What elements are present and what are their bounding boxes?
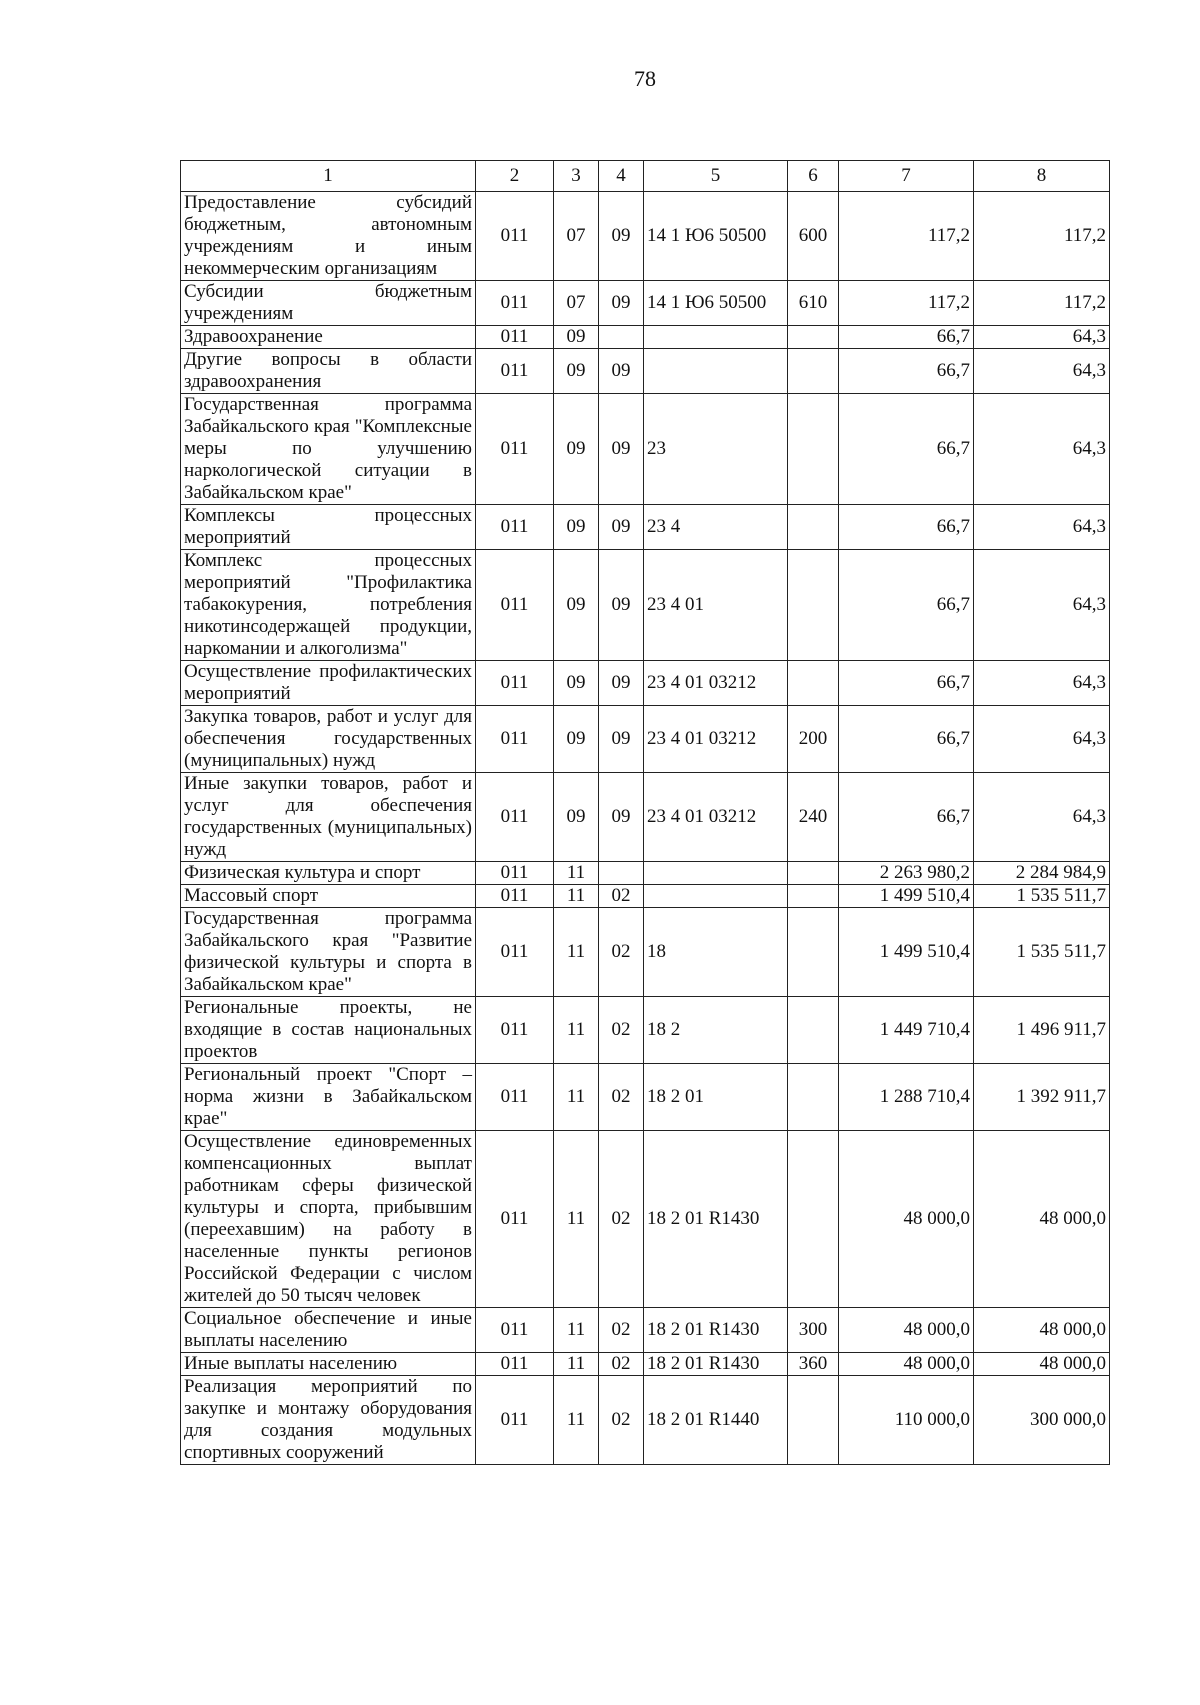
amount-col8-cell: 48 000,0 [974, 1353, 1110, 1376]
target-article-cell: 18 2 [644, 997, 788, 1064]
column-header: 3 [554, 161, 599, 192]
section-code-cell: 11 [554, 1064, 599, 1131]
ministry-code-cell: 011 [476, 550, 554, 661]
target-article-cell: 18 [644, 908, 788, 997]
section-code-cell: 11 [554, 1353, 599, 1376]
amount-col8-cell: 117,2 [974, 281, 1110, 326]
section-code-cell: 09 [554, 394, 599, 505]
subsection-code-cell [599, 862, 644, 885]
subsection-code-cell: 09 [599, 349, 644, 394]
section-code-cell: 11 [554, 1376, 599, 1465]
column-header: 5 [644, 161, 788, 192]
column-header: 7 [839, 161, 974, 192]
subsection-code-cell: 02 [599, 1308, 644, 1353]
target-article-cell [644, 326, 788, 349]
target-article-cell: 18 2 01 R1430 [644, 1131, 788, 1308]
ministry-code-cell: 011 [476, 908, 554, 997]
section-code-cell: 09 [554, 505, 599, 550]
ministry-code-cell: 011 [476, 349, 554, 394]
expense-type-cell [788, 505, 839, 550]
ministry-code-cell: 011 [476, 661, 554, 706]
amount-col7-cell: 66,7 [839, 505, 974, 550]
expense-type-cell [788, 862, 839, 885]
row-name-cell: Осуществление единовременных компенсационных выплат работникам сферы физической культуры и спорта, прибывшим (переехавшим) на работу в населенные пункты регионов Российской Федерации с числом жителей до 50 тысяч человек [181, 1131, 476, 1308]
table-body [181, 192, 1110, 1465]
row-name-cell: Предоставление субсидий бюджетным, автономным учреждениям и иным некоммерческим организациям [181, 192, 476, 281]
section-code-cell: 11 [554, 908, 599, 997]
subsection-code-cell: 09 [599, 661, 644, 706]
target-article-cell [644, 885, 788, 908]
table-row [181, 885, 1110, 908]
amount-col7-cell: 117,2 [839, 281, 974, 326]
section-code-cell: 11 [554, 862, 599, 885]
target-article-cell: 18 2 01 R1440 [644, 1376, 788, 1465]
row-name-cell: Региональный проект "Спорт – норма жизни в Забайкальском крае" [181, 1064, 476, 1131]
expense-type-cell: 610 [788, 281, 839, 326]
expense-type-cell [788, 997, 839, 1064]
amount-col8-cell: 1 392 911,7 [974, 1064, 1110, 1131]
subsection-code-cell: 09 [599, 505, 644, 550]
expense-type-cell [788, 394, 839, 505]
subsection-code-cell: 09 [599, 550, 644, 661]
ministry-code-cell: 011 [476, 394, 554, 505]
amount-col8-cell: 1 535 511,7 [974, 908, 1110, 997]
row-name-cell: Другие вопросы в области здравоохранения [181, 349, 476, 394]
target-article-cell: 14 1 Ю6 50500 [644, 281, 788, 326]
ministry-code-cell: 011 [476, 1131, 554, 1308]
expense-type-cell [788, 1064, 839, 1131]
table-row [181, 1376, 1110, 1465]
table-row [181, 908, 1110, 997]
row-name-cell: Реализация мероприятий по закупке и монтажу оборудования для создания модульных спортивных сооружений [181, 1376, 476, 1465]
expense-type-cell: 240 [788, 773, 839, 862]
amount-col7-cell: 117,2 [839, 192, 974, 281]
table-row [181, 862, 1110, 885]
table-row [181, 1353, 1110, 1376]
table-row [181, 997, 1110, 1064]
table-row [181, 550, 1110, 661]
amount-col7-cell: 1 288 710,4 [839, 1064, 974, 1131]
amount-col8-cell: 1 496 911,7 [974, 997, 1110, 1064]
subsection-code-cell: 02 [599, 1131, 644, 1308]
section-code-cell: 11 [554, 885, 599, 908]
amount-col8-cell: 64,3 [974, 773, 1110, 862]
table-row [181, 1131, 1110, 1308]
target-article-cell: 23 4 [644, 505, 788, 550]
amount-col8-cell: 64,3 [974, 349, 1110, 394]
target-article-cell: 23 4 01 03212 [644, 661, 788, 706]
column-header: 4 [599, 161, 644, 192]
column-header: 8 [974, 161, 1110, 192]
row-name-cell: Закупка товаров, работ и услуг для обеспечения государственных (муниципальных) нужд [181, 706, 476, 773]
target-article-cell: 18 2 01 R1430 [644, 1308, 788, 1353]
row-name-cell: Субсидии бюджетным учреждениям [181, 281, 476, 326]
row-name-cell: Иные выплаты населению [181, 1353, 476, 1376]
target-article-cell: 23 4 01 03212 [644, 773, 788, 862]
amount-col7-cell: 1 449 710,4 [839, 997, 974, 1064]
expense-type-cell [788, 550, 839, 661]
ministry-code-cell: 011 [476, 326, 554, 349]
subsection-code-cell [599, 326, 644, 349]
amount-col7-cell: 66,7 [839, 706, 974, 773]
section-code-cell: 09 [554, 706, 599, 773]
ministry-code-cell: 011 [476, 1353, 554, 1376]
table-row [181, 349, 1110, 394]
row-name-cell: Иные закупки товаров, работ и услуг для обеспечения государственных (муниципальных) нужд [181, 773, 476, 862]
column-header: 1 [181, 161, 476, 192]
table-row [181, 773, 1110, 862]
amount-col8-cell: 64,3 [974, 394, 1110, 505]
subsection-code-cell: 02 [599, 1064, 644, 1131]
expense-type-cell [788, 1131, 839, 1308]
target-article-cell: 23 [644, 394, 788, 505]
row-name-cell: Комплексы процессных мероприятий [181, 505, 476, 550]
row-name-cell: Физическая культура и спорт [181, 862, 476, 885]
table-row [181, 394, 1110, 505]
table-row [181, 1308, 1110, 1353]
table-row [181, 326, 1110, 349]
subsection-code-cell: 02 [599, 908, 644, 997]
row-name-cell: Осуществление профилактических мероприятий [181, 661, 476, 706]
row-name-cell: Комплекс процессных мероприятий "Профилактика табакокурения, потребления никотинсодержащей продукции, наркомании и алкоголизма" [181, 550, 476, 661]
amount-col7-cell: 48 000,0 [839, 1353, 974, 1376]
amount-col8-cell: 64,3 [974, 550, 1110, 661]
row-name-cell: Социальное обеспечение и иные выплаты населению [181, 1308, 476, 1353]
ministry-code-cell: 011 [476, 706, 554, 773]
table-row [181, 1064, 1110, 1131]
amount-col8-cell: 2 284 984,9 [974, 862, 1110, 885]
subsection-code-cell: 02 [599, 997, 644, 1064]
ministry-code-cell: 011 [476, 862, 554, 885]
amount-col7-cell: 66,7 [839, 394, 974, 505]
subsection-code-cell: 09 [599, 773, 644, 862]
amount-col8-cell: 64,3 [974, 326, 1110, 349]
amount-col7-cell: 48 000,0 [839, 1131, 974, 1308]
ministry-code-cell: 011 [476, 1308, 554, 1353]
section-code-cell: 09 [554, 550, 599, 661]
section-code-cell: 09 [554, 773, 599, 862]
table-row [181, 192, 1110, 281]
subsection-code-cell: 09 [599, 192, 644, 281]
amount-col7-cell: 66,7 [839, 349, 974, 394]
budget-table [180, 160, 1110, 1465]
amount-col8-cell: 1 535 511,7 [974, 885, 1110, 908]
target-article-cell: 23 4 01 [644, 550, 788, 661]
amount-col7-cell: 66,7 [839, 661, 974, 706]
amount-col7-cell: 66,7 [839, 773, 974, 862]
subsection-code-cell: 09 [599, 706, 644, 773]
subsection-code-cell: 09 [599, 394, 644, 505]
ministry-code-cell: 011 [476, 281, 554, 326]
amount-col7-cell: 1 499 510,4 [839, 885, 974, 908]
amount-col8-cell: 117,2 [974, 192, 1110, 281]
target-article-cell [644, 862, 788, 885]
subsection-code-cell: 09 [599, 281, 644, 326]
expense-type-cell [788, 661, 839, 706]
table-row [181, 661, 1110, 706]
section-code-cell: 09 [554, 349, 599, 394]
ministry-code-cell: 011 [476, 1064, 554, 1131]
amount-col7-cell: 1 499 510,4 [839, 908, 974, 997]
amount-col7-cell: 110 000,0 [839, 1376, 974, 1465]
column-header: 2 [476, 161, 554, 192]
ministry-code-cell: 011 [476, 192, 554, 281]
table-row [181, 505, 1110, 550]
subsection-code-cell: 02 [599, 1376, 644, 1465]
amount-col8-cell: 48 000,0 [974, 1308, 1110, 1353]
expense-type-cell [788, 326, 839, 349]
expense-type-cell [788, 1376, 839, 1465]
amount-col8-cell: 300 000,0 [974, 1376, 1110, 1465]
section-code-cell: 11 [554, 997, 599, 1064]
target-article-cell: 23 4 01 03212 [644, 706, 788, 773]
ministry-code-cell: 011 [476, 997, 554, 1064]
expense-type-cell: 360 [788, 1353, 839, 1376]
expense-type-cell: 600 [788, 192, 839, 281]
expense-type-cell: 300 [788, 1308, 839, 1353]
amount-col8-cell: 64,3 [974, 661, 1110, 706]
row-name-cell: Здравоохранение [181, 326, 476, 349]
subsection-code-cell: 02 [599, 1353, 644, 1376]
ministry-code-cell: 011 [476, 885, 554, 908]
page-number: 78 [634, 66, 656, 91]
amount-col8-cell: 48 000,0 [974, 1131, 1110, 1308]
target-article-cell [644, 349, 788, 394]
section-code-cell: 07 [554, 281, 599, 326]
ministry-code-cell: 011 [476, 505, 554, 550]
expense-type-cell [788, 908, 839, 997]
amount-col8-cell: 64,3 [974, 505, 1110, 550]
amount-col7-cell: 48 000,0 [839, 1308, 974, 1353]
expense-type-cell [788, 885, 839, 908]
target-article-cell: 18 2 01 [644, 1064, 788, 1131]
amount-col7-cell: 2 263 980,2 [839, 862, 974, 885]
header-row [181, 161, 1110, 192]
section-code-cell: 11 [554, 1131, 599, 1308]
row-name-cell: Государственная программа Забайкальского края "Комплексные меры по улучшению наркологической ситуации в Забайкальском крае" [181, 394, 476, 505]
row-name-cell: Государственная программа Забайкальского края "Развитие физической культуры и спорта в Забайкальском крае" [181, 908, 476, 997]
section-code-cell: 09 [554, 326, 599, 349]
target-article-cell: 14 1 Ю6 50500 [644, 192, 788, 281]
row-name-cell: Региональные проекты, не входящие в состав национальных проектов [181, 997, 476, 1064]
subsection-code-cell: 02 [599, 885, 644, 908]
section-code-cell: 11 [554, 1308, 599, 1353]
expense-type-cell: 200 [788, 706, 839, 773]
row-name-cell: Массовый спорт [181, 885, 476, 908]
target-article-cell: 18 2 01 R1430 [644, 1353, 788, 1376]
amount-col7-cell: 66,7 [839, 326, 974, 349]
amount-col8-cell: 64,3 [974, 706, 1110, 773]
section-code-cell: 09 [554, 661, 599, 706]
amount-col7-cell: 66,7 [839, 550, 974, 661]
ministry-code-cell: 011 [476, 773, 554, 862]
column-header: 6 [788, 161, 839, 192]
table-row [181, 281, 1110, 326]
expense-type-cell [788, 349, 839, 394]
ministry-code-cell: 011 [476, 1376, 554, 1465]
section-code-cell: 07 [554, 192, 599, 281]
table-row [181, 706, 1110, 773]
